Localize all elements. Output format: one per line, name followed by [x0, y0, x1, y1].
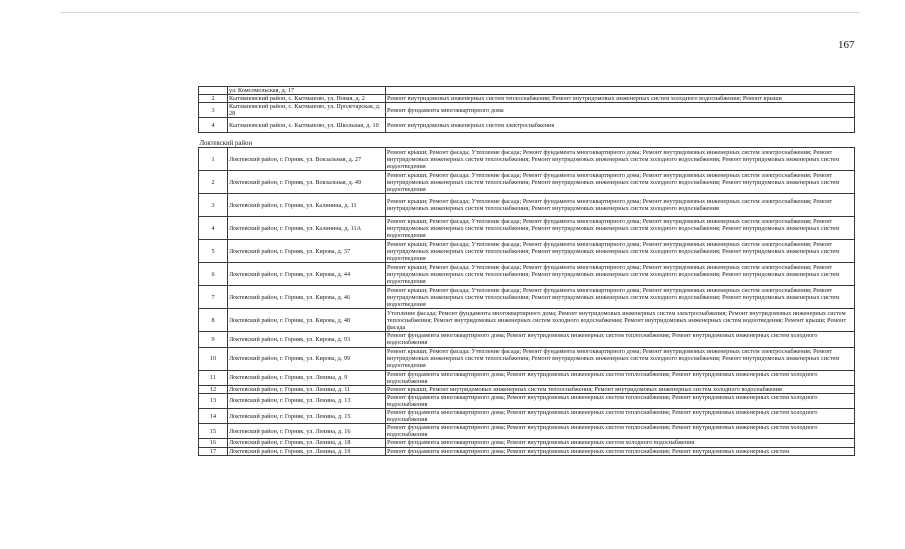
row-works: Ремонт внутридомовых инженерных систем электроснабжения: [386, 118, 855, 133]
row-address: Локтевский район, г. Горняк, ул. Калинина, д. 11: [228, 194, 386, 217]
row-works: Ремонт фундамента многоквартирного дома; Ремонт внутридомовых инженерных систем холодного водоснабжения: [386, 439, 855, 447]
row-address: Локтевский район, г. Горняк, ул. Ленина, д. 9: [228, 370, 386, 385]
row-address: Локтевский район, г. Горняк, ул. Ленина, д. 18: [228, 439, 386, 447]
row-works: Утепление фасада; Ремонт фундамента многоквартирного дома; Ремонт внутридомовых инженерных систем электроснабжения; Ремонт внутридомовых инженерных систем теплоснабжения; Ремонт внутридомовых инженерных систем холодного водоснабжения; Ремонт внутридомовых инженерных систем водоотведения; Ремонт крыши; Ремонт фасада: [386, 309, 855, 332]
table-row: [199, 370, 855, 385]
row-number: 6: [199, 263, 228, 286]
row-works: Ремонт крыши; Ремонт фасада; Утепление фасада; Ремонт фундамента многоквартирного дома; Ремонт внутридомовых инженерных систем электроснабжения; Ремонт внутридомовых инженерных систем теплоснабжения; Ремонт внутридомовых инженерных систем холодного водоснабжения; Ремонт внутридомовых инженерных систем водоотведения: [386, 347, 855, 370]
table-row: [199, 447, 855, 455]
district-name: Локтевский район: [199, 133, 855, 148]
table-row: [199, 171, 855, 194]
table-row: [199, 409, 855, 424]
row-number: 4: [199, 217, 228, 240]
row-number: 9: [199, 332, 228, 347]
table-row: [199, 347, 855, 370]
table-row: [199, 87, 855, 95]
table-row: [199, 240, 855, 263]
row-works: Ремонт фундамента многоквартирного дома: [386, 103, 855, 118]
table-row: [199, 309, 855, 332]
row-address: Кытмановский район, с. Кытманово, ул. Школьная, д. 10: [228, 118, 386, 133]
row-number: 4: [199, 118, 228, 133]
row-works: Ремонт фундамента многоквартирного дома; Ремонт внутридомовых инженерных систем теплоснабжения; Ремонт внутридомовых инженерных систем холодного водоснабжения: [386, 332, 855, 347]
row-number: 3: [199, 194, 228, 217]
row-works: Ремонт крыши; Ремонт фасада; Утепление фасада; Ремонт фундамента многоквартирного дома; Ремонт внутридомовых инженерных систем электроснабжения; Ремонт внутридомовых инженерных систем теплоснабжения; Ремонт внутридомовых инженерных систем холодного водоснабжения; Ремонт внутридомовых инженерных систем водоотведения: [386, 240, 855, 263]
row-number: 11: [199, 370, 228, 385]
table-row: [199, 439, 855, 447]
row-address: Локтевский район, г. Горняк, ул. Кирова, д. 37: [228, 240, 386, 263]
row-works: Ремонт крыши; Ремонт внутридомовых инженерных систем теплоснабжения; Ремонт внутридомовых инженерных систем холодного водоснабжения: [386, 385, 855, 393]
row-address: ул. Комсомольская, д. 17: [228, 87, 386, 95]
row-works: Ремонт фундамента многоквартирного дома; Ремонт внутридомовых инженерных систем теплоснабжения; Ремонт внутридомовых инженерных систем: [386, 447, 855, 455]
row-number: 2: [199, 95, 228, 103]
repair-program-table: [198, 86, 855, 456]
table-row: [199, 332, 855, 347]
row-works: Ремонт фундамента многоквартирного дома; Ремонт внутридомовых инженерных систем теплоснабжения; Ремонт внутридомовых инженерных систем холодного водоснабжения: [386, 393, 855, 408]
row-address: Локтевский район, г. Горняк, ул. Кирова, д. 99: [228, 347, 386, 370]
row-address: Локтевский район, г. Горняк, ул. Кирова, д. 48: [228, 309, 386, 332]
row-works: Ремонт фундамента многоквартирного дома; Ремонт внутридомовых инженерных систем теплоснабжения; Ремонт внутридомовых инженерных систем холодного водоснабжения: [386, 409, 855, 424]
row-number: 14: [199, 409, 228, 424]
row-works: Ремонт крыши; Ремонт фасада; Утепление фасада; Ремонт фундамента многоквартирного дома; Ремонт внутридомовых инженерных систем электроснабжения; Ремонт внутридомовых инженерных систем теплоснабжения; Ремонт внутридомовых инженерных систем холодного водоснабжения; Ремонт внутридомовых инженерных систем водоотведения: [386, 263, 855, 286]
row-number: 2: [199, 171, 228, 194]
row-works: Ремонт крыши; Ремонт фасада; Утепление фасада; Ремонт фундамента многоквартирного дома; Ремонт внутридомовых инженерных систем электроснабжения; Ремонт внутридомовых инженерных систем теплоснабжения; Ремонт внутридомовых инженерных систем холодного водоснабжения: [386, 194, 855, 217]
row-address: Локтевский район, г. Горняк, ул. Вокзальная, д. 27: [228, 148, 386, 171]
row-address: Локтевский район, г. Горняк, ул. Кирова, д. 46: [228, 286, 386, 309]
row-works: Ремонт крыши; Ремонт фасада; Утепление фасада; Ремонт фундамента многоквартирного дома; Ремонт внутридомовых инженерных систем электроснабжения; Ремонт внутридомовых инженерных систем теплоснабжения; Ремонт внутридомовых инженерных систем холодного водоснабжения; Ремонт внутридомовых инженерных систем водоотведения: [386, 171, 855, 194]
row-number: 3: [199, 103, 228, 118]
row-number: 5: [199, 240, 228, 263]
table-row: [199, 424, 855, 439]
row-works: Ремонт крыши; Ремонт фасада; Утепление фасада; Ремонт фундамента многоквартирного дома; Ремонт внутридомовых инженерных систем электроснабжения; Ремонт внутридомовых инженерных систем теплоснабжения; Ремонт внутридомовых инженерных систем холодного водоснабжения; Ремонт внутридомовых инженерных систем водоотведения: [386, 217, 855, 240]
row-works: Ремонт крыши; Ремонт фасада; Утепление фасада; Ремонт фундамента многоквартирного дома; Ремонт внутридомовых инженерных систем электроснабжения; Ремонт внутридомовых инженерных систем теплоснабжения; Ремонт внутридомовых инженерных систем холодного водоснабжения; Ремонт внутридомовых инженерных систем водоотведения: [386, 286, 855, 309]
row-number: 13: [199, 393, 228, 408]
table-row: [199, 286, 855, 309]
table-row: [199, 103, 855, 118]
row-number: 1: [199, 148, 228, 171]
row-address: Локтевский район, г. Горняк, ул. Ленина, д. 15: [228, 409, 386, 424]
row-works: [386, 87, 855, 95]
district-heading-row: [199, 133, 855, 148]
row-address: Локтевский район, г. Горняк, ул. Вокзальная, д. 49: [228, 171, 386, 194]
row-works: Ремонт внутридомовых инженерных систем теплоснабжения; Ремонт внутридомовых инженерных систем холодного водоснабжения; Ремонт крыши: [386, 95, 855, 103]
row-number: 17: [199, 447, 228, 455]
row-number: 7: [199, 286, 228, 309]
row-address: Локтевский район, г. Горняк, ул. Кирова, д. 93: [228, 332, 386, 347]
table-row: [199, 385, 855, 393]
table-row: [199, 148, 855, 171]
row-number: 12: [199, 385, 228, 393]
row-address: Локтевский район, г. Горняк, ул. Калинина, д. 11А: [228, 217, 386, 240]
page-number: 167: [838, 39, 855, 51]
row-works: Ремонт фундамента многоквартирного дома; Ремонт внутридомовых инженерных систем теплоснабжения; Ремонт внутридомовых инженерных систем холодного водоснабжения: [386, 370, 855, 385]
row-address: Кытмановский район, с. Кытманово, ул. Новая, д. 2: [228, 95, 386, 103]
table-row: [199, 95, 855, 103]
row-address: Локтевский район, г. Горняк, ул. Ленина, д. 19: [228, 447, 386, 455]
table-row: [199, 118, 855, 133]
table-row: [199, 263, 855, 286]
table-row: [199, 393, 855, 408]
row-number: [199, 87, 228, 95]
row-address: Локтевский район, г. Горняк, ул. Ленина, д. 13: [228, 393, 386, 408]
row-number: 16: [199, 439, 228, 447]
row-address: Кытмановский район, с. Кытманово, ул. Пролетарская, д. 28: [228, 103, 386, 118]
row-address: Локтевский район, г. Горняк, ул. Ленина, д. 16: [228, 424, 386, 439]
table-row: [199, 217, 855, 240]
row-number: 8: [199, 309, 228, 332]
scan-artifact-top: [60, 12, 860, 13]
row-works: Ремонт фундамента многоквартирного дома; Ремонт внутридомовых инженерных систем теплоснабжения; Ремонт внутридомовых инженерных систем холодного водоснабжения: [386, 424, 855, 439]
row-works: Ремонт крыши; Ремонт фасада; Утепление фасада; Ремонт фундамента многоквартирного дома; Ремонт внутридомовых инженерных систем электроснабжения; Ремонт внутридомовых инженерных систем теплоснабжения; Ремонт внутридомовых инженерных систем холодного водоснабжения; Ремонт внутридомовых инженерных систем водоотведения: [386, 148, 855, 171]
row-number: 15: [199, 424, 228, 439]
row-address: Локтевский район, г. Горняк, ул. Кирова, д. 44: [228, 263, 386, 286]
table-row: [199, 194, 855, 217]
row-number: 10: [199, 347, 228, 370]
row-address: Локтевский район, г. Горняк, ул. Ленина, д. 11: [228, 385, 386, 393]
